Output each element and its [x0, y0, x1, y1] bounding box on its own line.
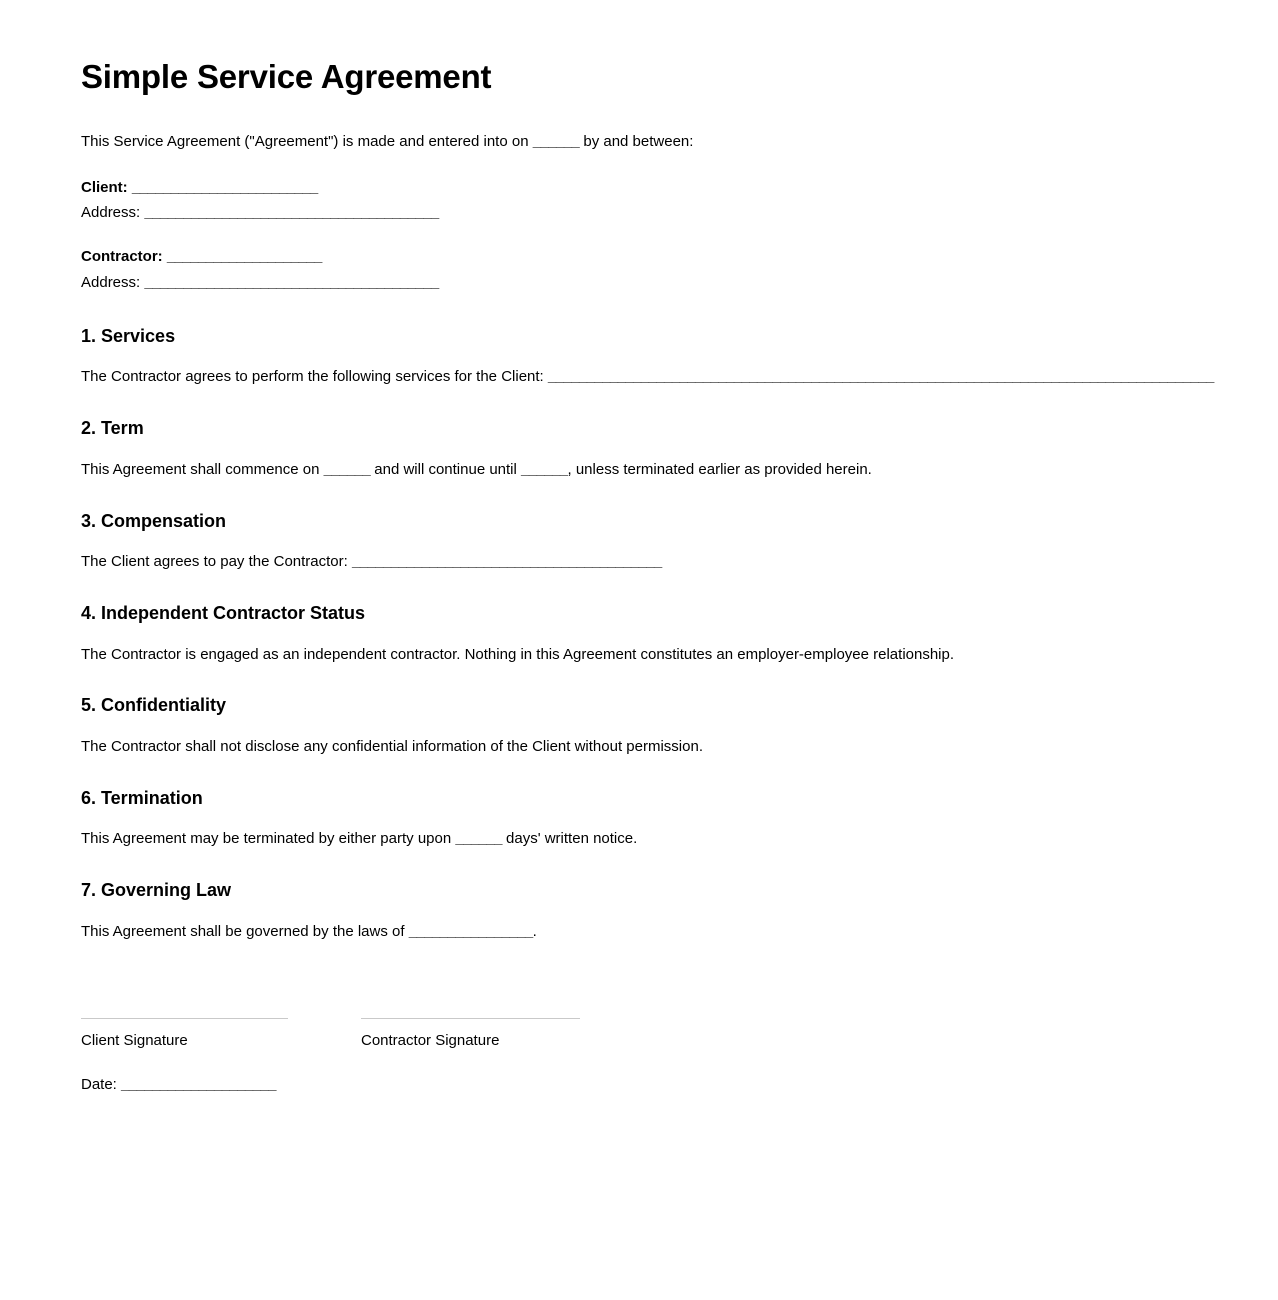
client-name-line	[81, 175, 1198, 201]
section-body-independent-contractor-status	[81, 644, 1198, 666]
contractor-address-blank[interactable]: ______________________________________	[144, 274, 439, 292]
contractor-signature-rule[interactable]	[361, 1018, 580, 1019]
client-label: Client:	[81, 178, 128, 196]
client-party-block	[81, 175, 1198, 227]
fill-in-blank[interactable]: ______________________________________________________________________________________	[547, 368, 1214, 386]
client-signature-block	[81, 1018, 288, 1051]
date-blank[interactable]: ____________________	[121, 1075, 276, 1093]
contractor-label: Contractor:	[81, 248, 163, 266]
body-text-run: The Contractor is engaged as an independent contractor. Nothing in this Agreement constitutes an employer-employee relationship.	[81, 645, 955, 663]
contractor-signature-caption: Contractor Signature	[361, 1032, 500, 1050]
fill-in-blank[interactable]: ________________	[408, 922, 533, 940]
client-signature-caption: Client Signature	[81, 1032, 188, 1050]
body-text-run: The Client agrees to pay the Contractor:	[81, 553, 352, 571]
body-text-run: This Agreement shall commence on	[81, 460, 324, 478]
intro-date-blank[interactable]: ______	[532, 132, 580, 150]
section-services	[81, 325, 1214, 388]
section-body-termination	[81, 828, 1198, 850]
contractor-party-block	[81, 244, 1198, 296]
contractor-address-line	[81, 270, 1198, 296]
section-confidentiality	[81, 695, 1198, 757]
section-body-services	[81, 366, 1214, 388]
fill-in-blank[interactable]: ______	[521, 460, 568, 478]
section-heading-independent-contractor-status: 4. Independent Contractor Status	[81, 602, 366, 623]
body-text-run: The Contractor agrees to perform the following services for the Client:	[81, 368, 548, 386]
intro-text-after: by and between:	[579, 132, 694, 150]
section-term	[81, 418, 1198, 480]
section-heading-compensation: 3. Compensation	[81, 510, 227, 531]
contractor-name-line	[81, 244, 1198, 270]
section-body-term	[81, 459, 1198, 481]
contractor-name-blank[interactable]: ____________________	[166, 248, 322, 266]
intro-text-before: This Service Agreement ("Agreement") is made and entered into on	[81, 132, 533, 150]
body-text-run: , unless terminated earlier as provided herein.	[567, 460, 872, 478]
fill-in-blank[interactable]: ________________________________________	[351, 553, 662, 571]
fill-in-blank[interactable]: ______	[323, 460, 371, 478]
date-label: Date:	[81, 1075, 122, 1093]
contractor-address-label: Address:	[81, 274, 141, 292]
section-heading-confidentiality: 5. Confidentiality	[81, 695, 227, 716]
section-independent-contractor-status	[81, 603, 1198, 665]
client-address-label: Address:	[81, 204, 141, 222]
client-signature-rule[interactable]	[81, 1018, 288, 1019]
client-address-blank[interactable]: ______________________________________	[144, 204, 439, 222]
intro-paragraph	[81, 131, 1198, 153]
date-line	[81, 1074, 1198, 1096]
body-text-run: .	[532, 922, 537, 940]
fill-in-blank[interactable]: ______	[455, 830, 502, 848]
signature-area	[81, 1018, 1198, 1095]
page-title: Simple Service Agreement	[81, 58, 492, 95]
section-termination	[81, 788, 1198, 850]
section-compensation	[81, 511, 1198, 573]
client-name-blank[interactable]: ________________________	[131, 178, 318, 196]
signature-row	[81, 1018, 1198, 1051]
section-body-compensation	[81, 551, 1198, 573]
section-heading-governing-law: 7. Governing Law	[81, 879, 232, 900]
body-text-run: The Contractor shall not disclose any confidential information of the Client without permission.	[81, 737, 703, 755]
contractor-signature-block	[361, 1018, 580, 1051]
body-text-run: This Agreement shall be governed by the laws of	[81, 922, 409, 940]
section-body-governing-law	[81, 921, 1198, 943]
client-address-line	[81, 200, 1198, 226]
body-text-run: This Agreement may be terminated by either party upon	[81, 830, 456, 848]
section-governing-law	[81, 880, 1198, 942]
body-text-run: and will continue until	[370, 460, 522, 478]
section-body-confidentiality	[81, 736, 1198, 758]
section-heading-services: 1. Services	[81, 325, 176, 346]
section-heading-termination: 6. Termination	[81, 787, 203, 808]
body-text-run: days' written notice.	[501, 830, 638, 848]
section-heading-term: 2. Term	[81, 418, 144, 439]
